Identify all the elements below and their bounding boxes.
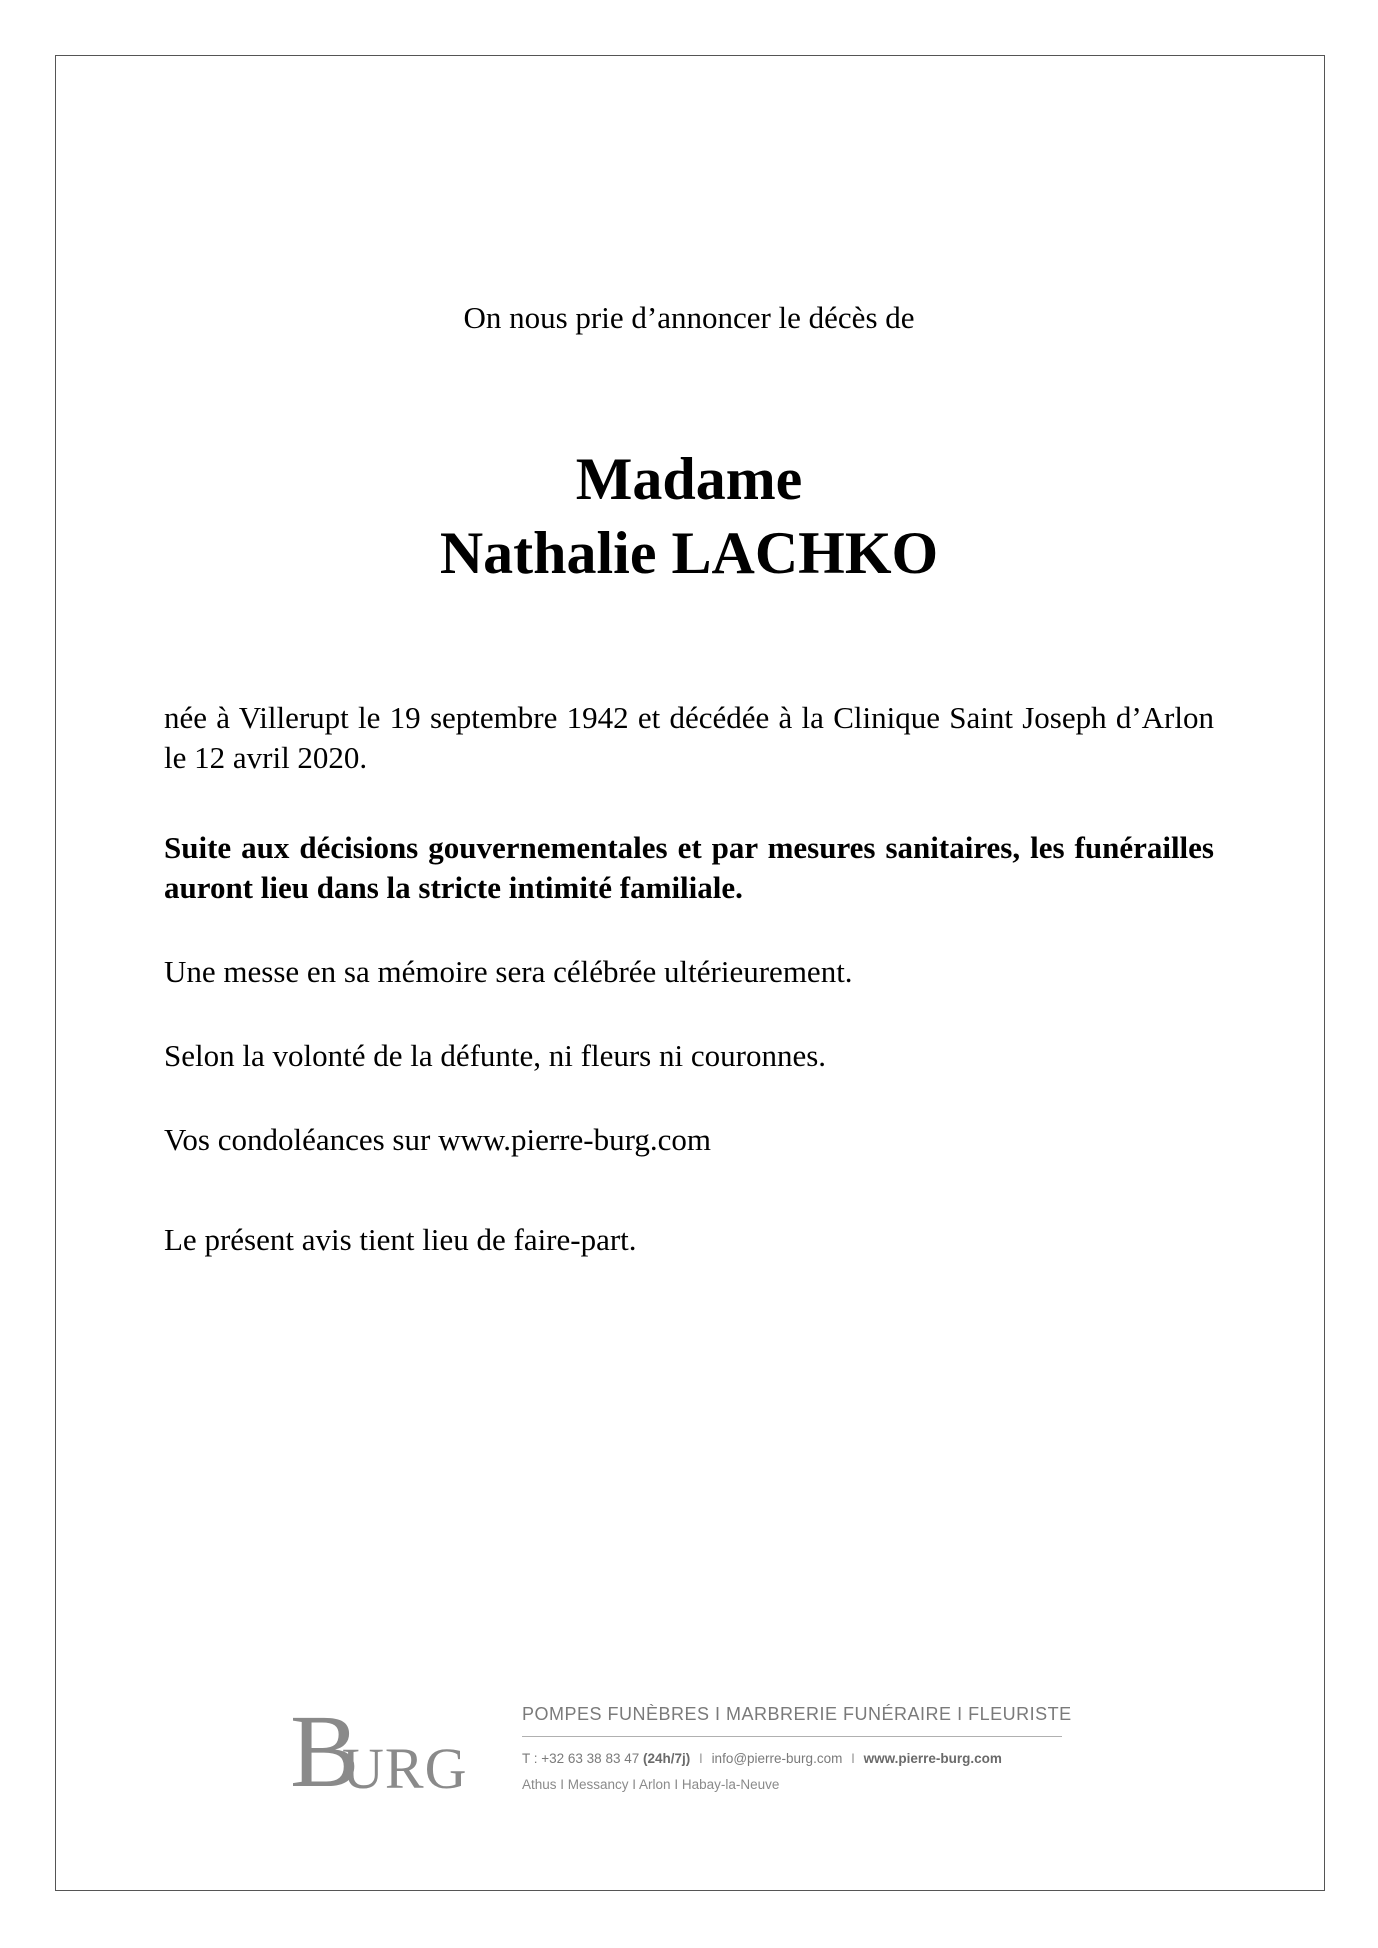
deceased-name [0,442,1378,590]
burg-logo [290,1694,480,1810]
footer-separator: I [851,1751,855,1766]
footer-separator: I [699,1751,703,1766]
footer-website[interactable]: www.pierre-burg.com [863,1751,1002,1766]
logo-rest: URG [342,1736,468,1801]
footer-contact [522,1749,1062,1769]
notice-statement: Le présent avis tient lieu de faire-part. [164,1222,637,1257]
deceased-full-name: Nathalie LACHKO [439,520,939,586]
condolences-paragraph: Vos condoléances sur www.pierre-burg.com [164,1122,711,1157]
footer-phone: T : +32 63 38 83 47 [522,1751,640,1766]
logo-initial: B [290,1694,360,1809]
mass-paragraph: Une messe en sa mémoire sera célébrée ultérieurement. [164,954,853,989]
intro-text: On nous prie d’annoncer le décès de [463,300,915,335]
footer-locations: Athus I Messancy I Arlon I Habay-la-Neuve [522,1777,780,1792]
footer-info [522,1702,1072,1795]
footer-email[interactable]: info@pierre-burg.com [711,1751,843,1766]
deceased-title: Madame [575,446,803,512]
footer-phone-hours: (24h/7j) [643,1751,691,1766]
funeral-paragraph: Suite aux décisions gouvernementales et par mesures sanitaires, les funérailles auront lieu dans la stricte intimité familiale. [164,830,1214,905]
footer-services: POMPES FUNÈBRES I MARBRERIE FUNÉRAIRE I FLEURISTE [522,1702,1062,1737]
flowers-paragraph: Selon la volonté de la défunte, ni fleurs ni couronnes. [164,1038,827,1073]
birth-death-paragraph: née à Villerupt le 19 septembre 1942 et décédée à la Clinique Saint Joseph d’Arlon le 12 avril 2020. [164,700,1214,775]
